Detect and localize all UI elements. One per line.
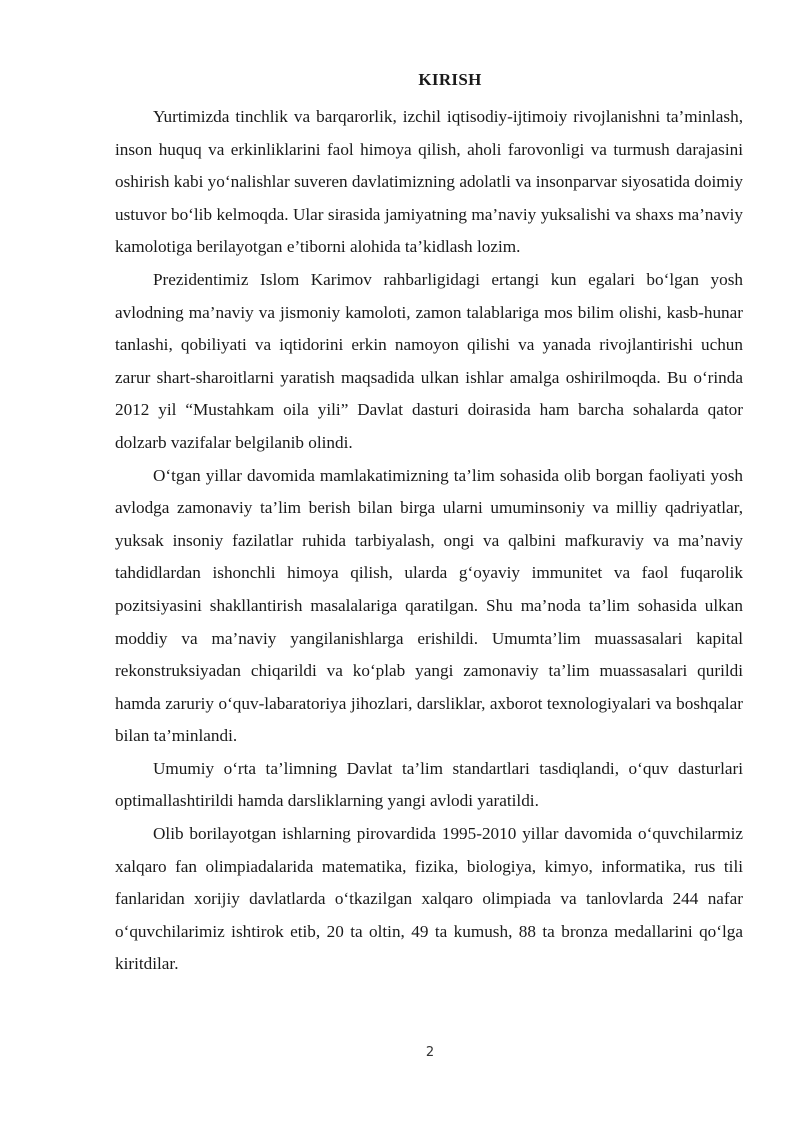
paragraph: Prezidentimiz Islom Karimov rahbarligidagi ertangi kun egalari bo‘lgan yosh avlodning ma’naviy va jismoniy kamoloti, zamon talablariga mos bilim olishi, kasb-hunar tanlashi, qobiliyati va iqtidorini erkin namoyon qilishi va yanada rivojlantirishi uchun zarur shart-sharoitlarni yaratish maqsadida ulkan ishlar amalga oshirilmoqda. Bu o‘rinda 2012 yil “Mustahkam oila yili” Davlat dasturi doirasida ham barcha sohalarda qator dolzarb vazifalar belgilanib olindi. (115, 269, 743, 452)
paragraph: Umumiy o‘rta ta’limning Davlat ta’lim standartlari tasdiqlandi, o‘quv dasturlari optimallashtirildi hamda darsliklarning yangi avlodi yaratildi. (115, 758, 743, 811)
body-text (115, 101, 743, 981)
paragraph: O‘tgan yillar davomida mamlakatimizning ta’lim sohasida olib borgan faoliyati yosh avlodga zamonaviy ta’lim berish bilan birga ularni umuminsoniy va milliy qadriyatlar, yuksak insoniy fazilatlar ruhida tarbiyalash, ongi va qalbini mafkuraviy va ma’naviy tahdidlardan ishonchli himoya qilish, ularda g‘oyaviy immunitet va faol fuqarolik pozitsiyasini shakllantirish masalalariga qaratilgan. Shu ma’noda ta’lim sohasida ulkan moddiy va ma’naviy yangilanishlarga erishildi. Umumta’lim muassasalari kapital rekonstruksiyadan chiqarildi va ko‘plab yangi zamonaviy ta’lim muassasalari qurildi hamda zaruriy o‘quv-labaratoriya jihozlari, darsliklar, axborot texnologiyalari va boshqalar bilan ta’minlandi. (115, 465, 743, 746)
paragraph: Yurtimizda tinchlik va barqarorlik, izchil iqtisodiy-ijtimoiy rivojlanishni ta’minlash, inson huquq va erkinliklarini faol himoya qilish, aholi farovonligi va turmush darajasini oshirish kabi yo‘nalishlar suveren davlatimizning adolatli va insonparvar siyosatida doimiy ustuvor bo‘lib kelmoqda. Ular sirasida jamiyatning ma’naviy yuksalishi va shaxs ma’naviy kamolotiga berilayotgan e’tiborni alohida ta’kidlash lozim. (115, 107, 743, 257)
paragraph: Olib borilayotgan ishlarning pirovardida 1995-2010 yillar davomida o‘quvchilarmiz xalqaro fan olimpiadalarida matematika, fizika, biologiya, kimyo, informatika, rus tili fanlaridan xorijiy davlatlarda o‘tkazilgan xalqaro olimpiada va tanlovlarda 244 nafar o‘quvchilarimiz ishtirok etib, 20 ta oltin, 49 ta kumush, 88 ta bronza medallarini qo‘lga kiritdilar. (115, 824, 743, 974)
page-number: 2 (425, 1045, 435, 1060)
section-heading: KIRISH (418, 70, 482, 89)
